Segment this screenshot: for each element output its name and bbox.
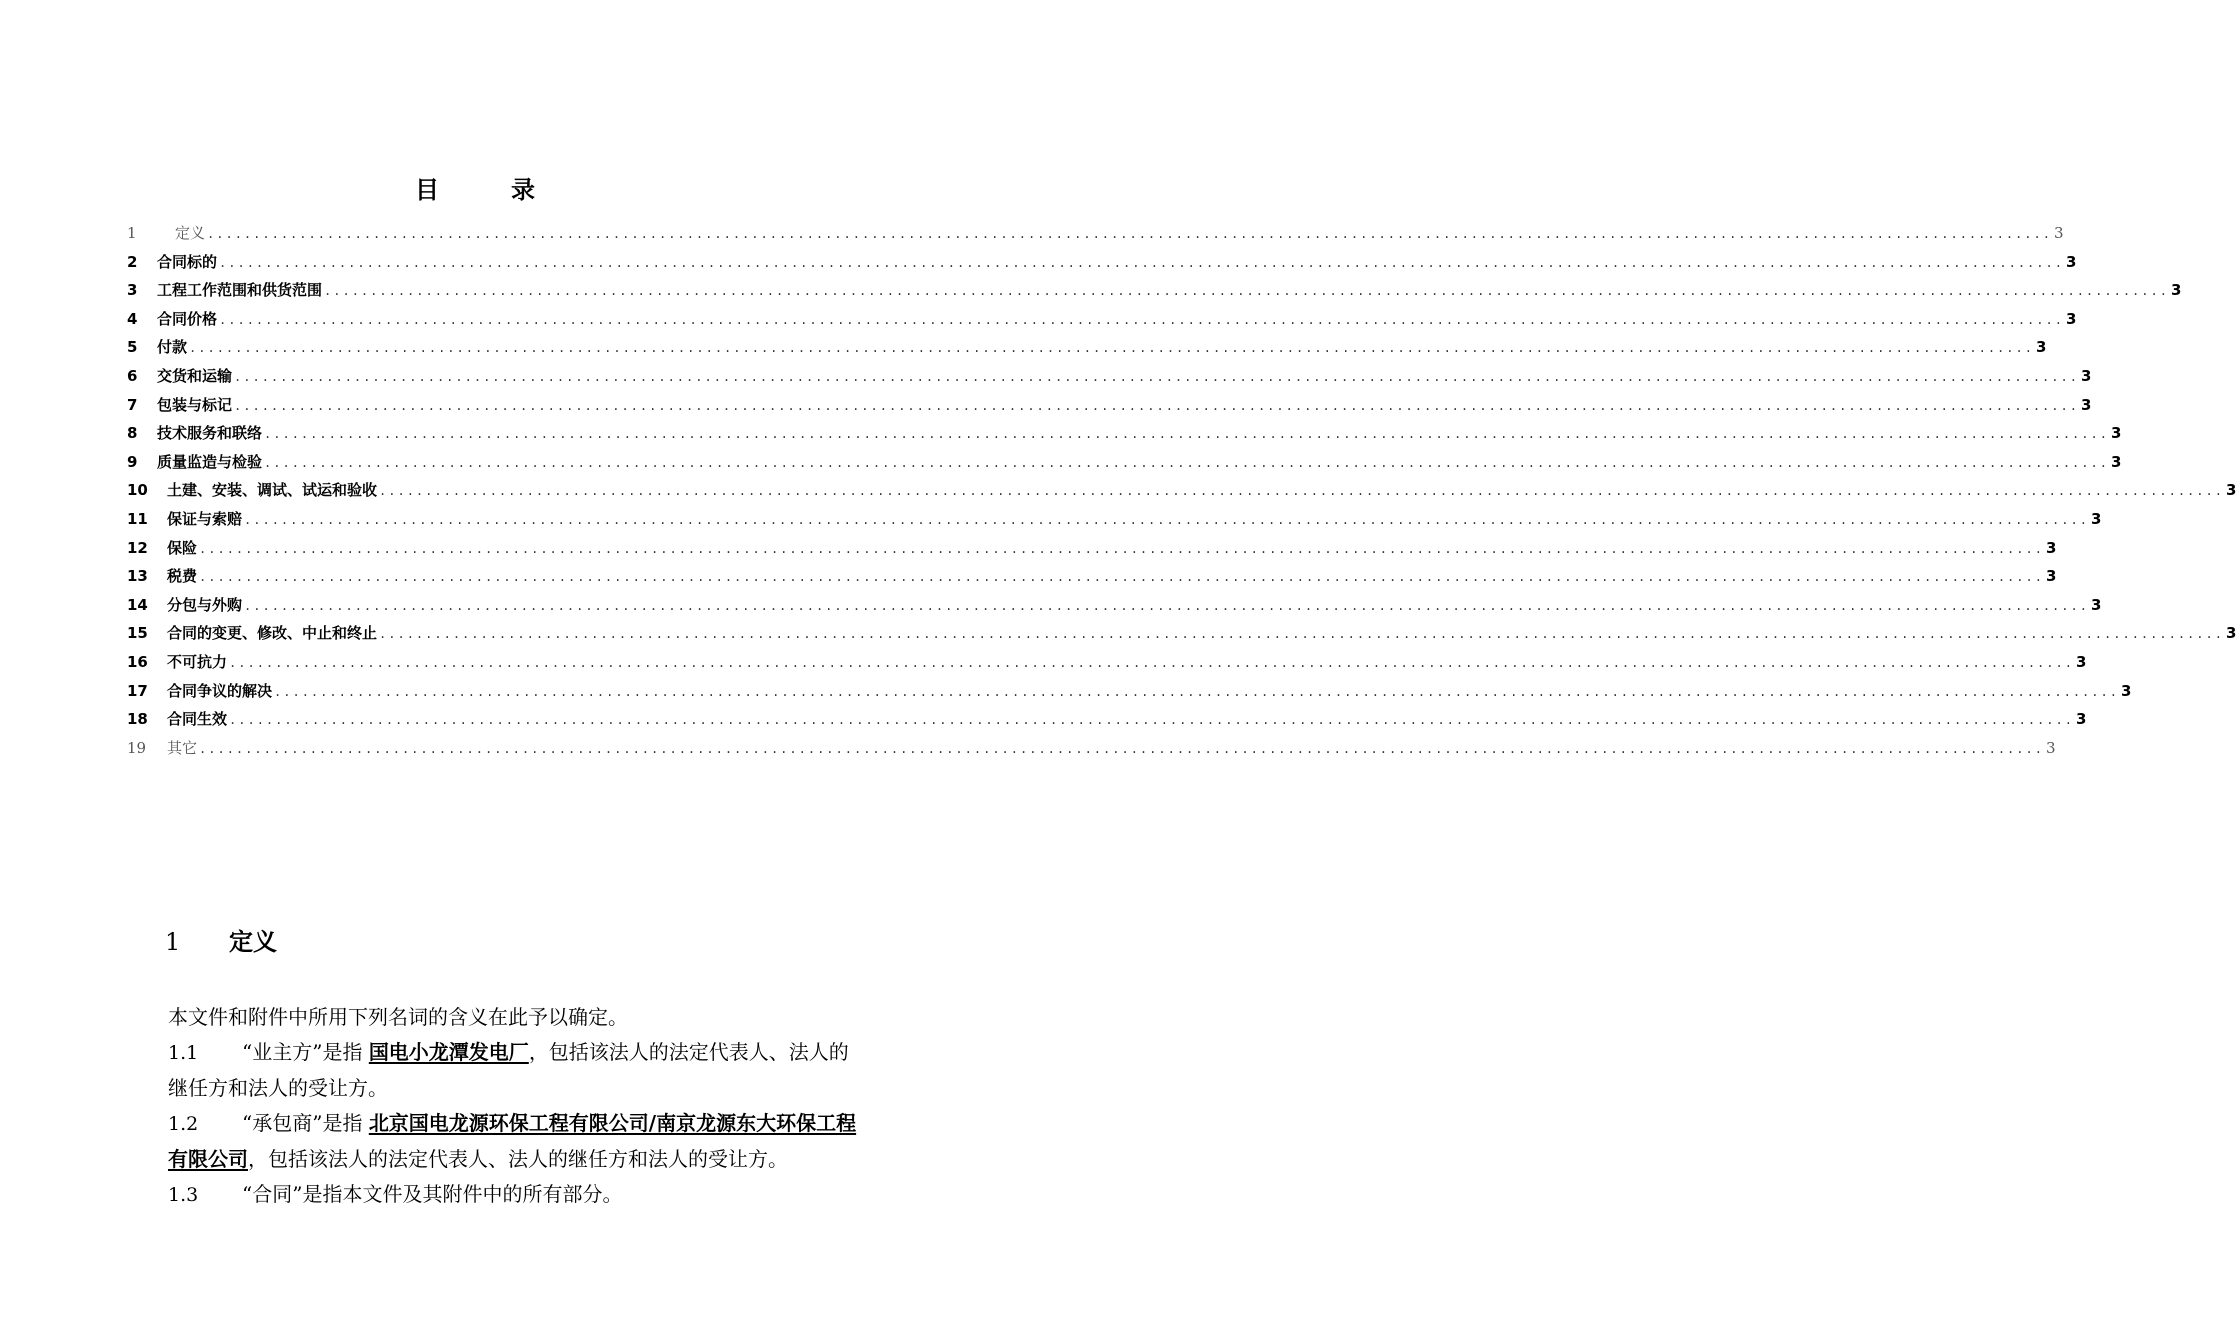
toc-entry-number: 6 [127, 366, 138, 385]
toc-leader-dots: ........................................................................................................................................................................................................ [199, 541, 2044, 556]
toc-entry-label: 定义 [175, 224, 206, 242]
toc-entry[interactable] [127, 708, 2087, 737]
toc-entry-label: 税费 [167, 567, 198, 586]
toc-entry-page: 3 [2075, 652, 2087, 671]
toc-entry[interactable] [127, 394, 2092, 423]
toc-leader-dots: ........................................................................................................................................................................................................ [207, 227, 2052, 241]
toc-entry-label: 包装与标记 [157, 395, 233, 414]
toc-title-left: 目 [415, 176, 439, 204]
toc-entry-label: 质量监造与检验 [157, 452, 263, 471]
toc-entry-label: 合同争议的解决 [167, 681, 273, 700]
toc-entry-number: 17 [127, 681, 148, 700]
toc-entry[interactable] [127, 737, 2056, 766]
toc-entry-label: 工程工作范围和供货范围 [157, 281, 323, 300]
clause-number: 1.1 [168, 1042, 199, 1064]
toc-leader-dots: ........................................................................................................................................................................................................ [229, 713, 2074, 728]
toc-entry-page: 3 [2225, 624, 2236, 643]
toc-entry-number: 3 [127, 281, 138, 300]
toc-entry-page: 3 [2110, 424, 2122, 443]
toc-entry-label: 交货和运输 [157, 366, 233, 385]
toc-entry-label: 合同标的 [157, 252, 218, 271]
toc-leader-dots: ........................................................................................................................................................................................................ [219, 255, 2064, 270]
toc-entry-number: 10 [127, 481, 148, 500]
toc-entry[interactable] [127, 422, 2122, 451]
toc-entry-page: 3 [2090, 509, 2102, 528]
toc-entry[interactable] [127, 222, 2064, 251]
toc-entry-label: 保险 [167, 538, 198, 557]
toc-entry[interactable] [127, 308, 2077, 337]
toc-entry-page: 3 [2045, 738, 2056, 757]
toc-entry[interactable] [127, 594, 2102, 623]
toc-entry-label: 不可抗力 [167, 652, 228, 671]
toc-entry-label: 付款 [157, 338, 188, 357]
toc-entry-number: 13 [127, 567, 148, 586]
toc-entry[interactable] [127, 451, 2122, 480]
toc-entry-page: 3 [2080, 395, 2092, 414]
toc-entry-label: 合同生效 [167, 710, 228, 729]
toc-entry-label: 土建、安装、调试、试运和验收 [167, 481, 378, 500]
toc-entry-number: 16 [127, 652, 148, 671]
toc-entry-number: 12 [127, 538, 148, 557]
clause-text: “业主方”是指 [242, 1040, 369, 1064]
toc-entry-label: 分包与外购 [167, 595, 243, 614]
toc-entry[interactable] [127, 251, 2077, 280]
toc-entry-label: 保证与索赔 [167, 509, 243, 528]
toc-entry-page: 3 [2120, 681, 2132, 700]
toc-entry-number: 7 [127, 395, 138, 414]
toc-leader-dots: ........................................................................................................................................................................................................ [379, 484, 2224, 499]
toc-entry-number: 5 [127, 338, 138, 357]
clause-1-2 [126, 1106, 866, 1177]
section-heading [165, 922, 277, 957]
toc-leader-dots: ........................................................................................................................................................................................................ [199, 570, 2044, 585]
toc-entry-number: 1 [127, 224, 137, 242]
contractor-name: 北京国电龙源环保工程有限公司/南京龙源东大环保工程有限公司 [168, 1111, 857, 1171]
clause-number: 1.3 [168, 1184, 199, 1206]
toc-entry-page: 3 [2045, 538, 2057, 557]
toc-entry[interactable] [127, 279, 2182, 308]
toc-entry-page: 3 [2035, 338, 2047, 357]
toc-leader-dots: ........................................................................................................................................................................................................ [199, 741, 2044, 756]
toc-entry-page: 3 [2090, 595, 2102, 614]
section-title: 定义 [229, 928, 277, 956]
toc-leader-dots: ........................................................................................................................................................................................................ [244, 598, 2089, 613]
toc-entry[interactable] [127, 336, 2047, 365]
section-body [126, 1000, 866, 1213]
toc-leader-dots: ........................................................................................................................................................................................................ [229, 655, 2074, 670]
toc-entry-label: 其它 [167, 738, 198, 757]
toc-entry-page: 3 [2110, 452, 2122, 471]
toc-entry-number: 8 [127, 424, 138, 443]
toc-leader-dots: ........................................................................................................................................................................................................ [264, 427, 2109, 442]
toc-entry-page: 3 [2065, 309, 2077, 328]
toc-entry-number: 4 [127, 309, 138, 328]
toc-leader-dots: ........................................................................................................................................................................................................ [219, 312, 2064, 327]
owner-name: 国电小龙潭发电厂 [368, 1040, 529, 1064]
clause-1-1 [126, 1035, 866, 1106]
toc-entry-number: 9 [127, 452, 138, 471]
toc-title [0, 170, 950, 205]
toc-entry[interactable] [127, 680, 2132, 709]
toc-entry[interactable] [127, 479, 2236, 508]
clause-text: ，包括该法人的法定代表人、法人的继任方和法人的受让方。 [248, 1147, 788, 1171]
toc-entry-page: 3 [2045, 567, 2057, 586]
toc-entry[interactable] [127, 651, 2087, 680]
clause-1-3 [126, 1177, 866, 1213]
toc-entry-number: 19 [127, 738, 147, 757]
toc-entry[interactable] [127, 565, 2057, 594]
clause-text: “合同”是指本文件及其附件中的所有部分。 [242, 1182, 623, 1206]
toc-leader-dots: ........................................................................................................................................................................................................ [324, 284, 2169, 299]
toc-entry-page: 3 [2170, 281, 2182, 300]
toc-entry-number: 11 [127, 509, 148, 528]
clause-number: 1.2 [168, 1113, 199, 1135]
toc-list [127, 222, 2236, 765]
intro-paragraph: 本文件和附件中所用下列名词的含义在此予以确定。 [168, 1005, 628, 1029]
clause-text: ，包括该法人的法定代表人、法人的继任方和法人的受让方。 [168, 1040, 849, 1100]
toc-leader-dots: ........................................................................................................................................................................................................ [264, 455, 2109, 470]
toc-entry-label: 合同的变更、修改、中止和终止 [167, 624, 378, 643]
toc-entry-number: 15 [127, 624, 148, 643]
toc-entry-number: 2 [127, 252, 138, 271]
clause-text: “承包商”是指 [242, 1111, 369, 1135]
toc-entry[interactable] [127, 622, 2236, 651]
toc-entry-page: 3 [2065, 252, 2077, 271]
toc-entry-label: 合同价格 [157, 309, 218, 328]
toc-entry-label: 技术服务和联络 [157, 424, 263, 443]
toc-title-right: 录 [511, 176, 535, 204]
toc-entry-page: 3 [2075, 710, 2087, 729]
toc-entry-number: 14 [127, 595, 148, 614]
toc-leader-dots: ........................................................................................................................................................................................................ [234, 398, 2079, 413]
toc-leader-dots: ........................................................................................................................................................................................................ [234, 369, 2079, 384]
toc-entry[interactable] [127, 537, 2057, 566]
toc-leader-dots: ........................................................................................................................................................................................................ [244, 512, 2089, 527]
toc-entry-page: 3 [2080, 366, 2092, 385]
toc-leader-dots: ........................................................................................................................................................................................................ [274, 684, 2119, 699]
toc-entry[interactable] [127, 508, 2102, 537]
toc-leader-dots: ........................................................................................................................................................................................................ [189, 341, 2034, 356]
section-number: 1 [165, 928, 181, 956]
toc-entry-number: 18 [127, 710, 148, 729]
toc-entry[interactable] [127, 365, 2092, 394]
toc-entry-page: 3 [2225, 481, 2236, 500]
toc-entry-page: 3 [2053, 224, 2064, 242]
toc-leader-dots: ........................................................................................................................................................................................................ [379, 627, 2224, 642]
